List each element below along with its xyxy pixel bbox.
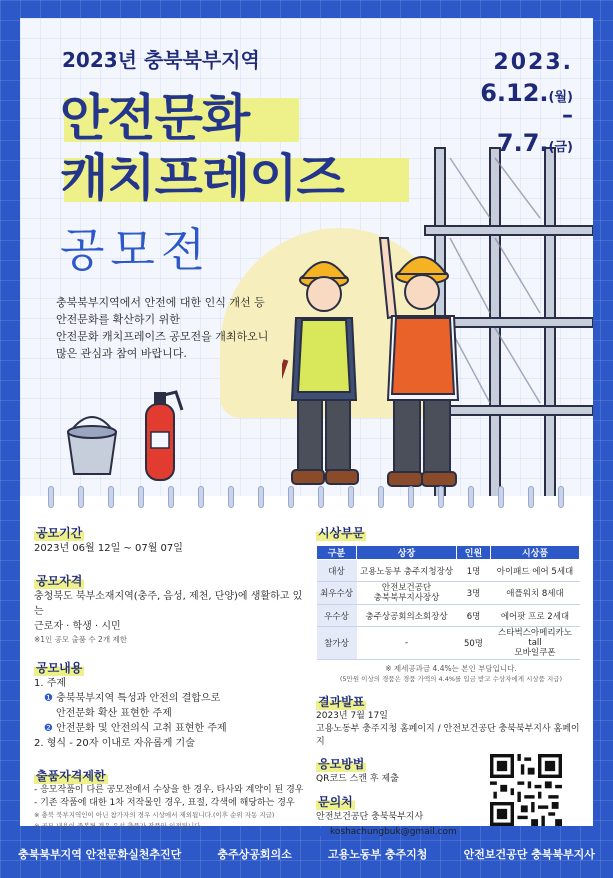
award-cert: 안전보건공단 충북북부지사장상	[357, 582, 457, 605]
details-section	[20, 510, 593, 837]
ring	[48, 486, 54, 508]
qr-code[interactable]	[490, 754, 562, 826]
award-grade: 우수상	[317, 605, 357, 627]
ring	[168, 486, 174, 508]
date-end-day: (금)	[548, 140, 573, 155]
date-dash: –	[562, 103, 573, 128]
date-year: 2023.	[493, 50, 573, 75]
intro-line: 안전문화를 확산하기 위한	[56, 313, 180, 326]
restriction-line-2: - 기존 작품에 대한 1차 저작물인 경우, 표절, 각색에 해당하는 경우	[34, 798, 295, 808]
content-title: 공모내용	[36, 661, 83, 675]
worker-illustration-right	[370, 236, 470, 492]
eligibility-title: 공모자격	[36, 574, 83, 588]
award-cert: -	[357, 627, 457, 660]
number-badge-2: ❷	[44, 723, 53, 734]
awards-table-header	[317, 546, 580, 560]
contact-email[interactable]: koshachungbuk@gmail.com	[330, 827, 457, 837]
hero-section	[20, 18, 593, 496]
content-sub-2-text: 안전문화 및 안전의식 고취 표현한 주제	[56, 723, 227, 734]
award-cert: 고용노동부 충주지청장상	[357, 560, 457, 582]
date-start-day: (월)	[548, 90, 573, 105]
ring	[348, 486, 354, 508]
intro-line: 안전문화 캐치프레이즈 공모전을 개최하오니	[56, 330, 269, 343]
eligibility-note: ※1인 공모 출품 수 2개 제한	[34, 635, 127, 644]
eligibility-line-1: 충청북도 북부소재지역(충주, 음성, 제천, 단양)에 생활하고 있는	[34, 591, 303, 617]
intro-text	[56, 294, 296, 362]
date-end-text: 7.7.	[496, 129, 549, 157]
ring	[318, 486, 324, 508]
footer-org: 고용노동부 충주지청	[327, 848, 428, 861]
award-grade: 참가상	[317, 627, 357, 660]
table-row	[317, 582, 580, 605]
awards-header-cell: 시상품	[491, 546, 580, 560]
result-line-2: 고용노동부 충주지청 홈페이지 / 안전보건공단 충북북부지사 홈페이지	[316, 724, 580, 747]
award-cert: 충주상공회의소회장상	[357, 605, 457, 627]
content-sub-2	[34, 721, 309, 736]
eligibility-line-2: 근로자 · 학생 · 시민	[34, 621, 121, 632]
award-prize: 아이패드 에어 5세대	[491, 560, 580, 582]
ring	[408, 486, 414, 508]
restriction-note-1: ※ 충북 북부지역인이 아닌 참가자의 경우 시상에서 제외됩니다.(이후 순위 자동 지급)	[34, 811, 275, 819]
content-sub-1a: 충북북부지역 특성과 안전의 결합으로	[56, 693, 221, 704]
awards-note-1: ※ 제세공과금 4.4%는 본인 부담입니다.	[385, 664, 517, 673]
award-count: 50명	[457, 627, 491, 660]
ring	[378, 486, 384, 508]
bucket-illustration	[64, 410, 120, 480]
year-region-title: 2023년 충북북부지역	[62, 48, 260, 72]
ring	[108, 486, 114, 508]
award-prize: 애플워치 8세대	[491, 582, 580, 605]
worker-illustration-left	[282, 250, 372, 490]
intro-line: 많은 관심과 참여 바랍니다.	[56, 347, 187, 360]
ring	[198, 486, 204, 508]
awards-header-cell: 상장	[357, 546, 457, 560]
footer-organizers	[0, 830, 613, 878]
content-item-1: 1. 주제	[34, 678, 67, 689]
title-line-3: 공모전	[60, 223, 212, 277]
date-start-text: 6.12.	[480, 79, 549, 107]
apply-text: QR코드 스캔 후 제출	[316, 774, 399, 784]
restriction-note-2: ※ 공모 내용이 중복될 경우 우선 출품자 작품만 인정됩니다.	[34, 822, 203, 830]
award-prize: 스타벅스아메리카노 tall 모바일쿠폰	[491, 627, 580, 660]
award-grade: 대상	[317, 560, 357, 582]
ring	[438, 486, 444, 508]
footer-org: 충북북부지역 안전문화실천추진단	[18, 848, 182, 861]
award-count: 1명	[457, 560, 491, 582]
ring	[138, 486, 144, 508]
award-count: 6명	[457, 605, 491, 627]
award-prize: 에어팟 프로 2세대	[491, 605, 580, 627]
poster	[20, 18, 593, 837]
restriction-line-1: - 응모작품이 다른 공모전에서 수상을 한 경우, 타사와 계약이 된 경우	[34, 785, 304, 795]
award-grade: 최우수상	[317, 582, 357, 605]
intro-line: 충북북부지역에서 안전에 대한 인식 개선 등	[56, 296, 265, 309]
binder-rings	[20, 486, 593, 506]
content-sub-1b: 안전문화 확산 표현한 주제	[56, 708, 172, 719]
contest-dates	[480, 50, 573, 157]
result-title: 결과발표	[318, 695, 365, 709]
ring	[228, 486, 234, 508]
contact-title: 문의처	[318, 795, 353, 809]
awards-note-2: (5만원 이상의 경품은 경품 가액의 4.4%를 입금 받고 수상자에게 시상품 지급)	[339, 675, 563, 683]
ring	[528, 486, 534, 508]
period-title: 공모기간	[36, 526, 83, 540]
period-text: 2023년 06월 12일 ~ 07월 07일	[34, 543, 183, 554]
date-start	[480, 79, 573, 107]
awards-title: 시상부문	[318, 526, 365, 540]
restriction-title: 출품자격제한	[36, 769, 106, 783]
table-row	[317, 560, 580, 582]
table-row	[317, 627, 580, 660]
awards-table	[316, 545, 580, 660]
title-line-1: 안전문화	[60, 89, 250, 147]
awards-header-cell: 인원	[457, 546, 491, 560]
details-left-column	[34, 510, 309, 832]
ring	[558, 486, 564, 508]
content-sub-1	[34, 691, 309, 706]
date-end	[480, 129, 573, 157]
ring	[468, 486, 474, 508]
award-count: 3명	[457, 582, 491, 605]
result-line-1: 2023년 7월 17일	[316, 711, 388, 721]
title-line-2: 캐치프레이즈	[60, 149, 344, 207]
ring	[288, 486, 294, 508]
table-row	[317, 605, 580, 627]
number-badge-1: ❶	[44, 693, 53, 704]
content-item-2: 2. 형식 - 20자 이내로 자유롭게 기술	[34, 738, 195, 749]
ring	[498, 486, 504, 508]
footer-org: 충주상공회의소	[217, 848, 292, 861]
fire-extinguisher-icon	[138, 386, 188, 486]
ring	[258, 486, 264, 508]
awards-header-cell: 구분	[317, 546, 357, 560]
footer-org: 안전보건공단 충북북부지사	[463, 848, 595, 861]
apply-title: 응모방법	[318, 757, 365, 771]
contact-org: 안전보건공단 충북북부지사	[316, 812, 424, 822]
ring	[78, 486, 84, 508]
